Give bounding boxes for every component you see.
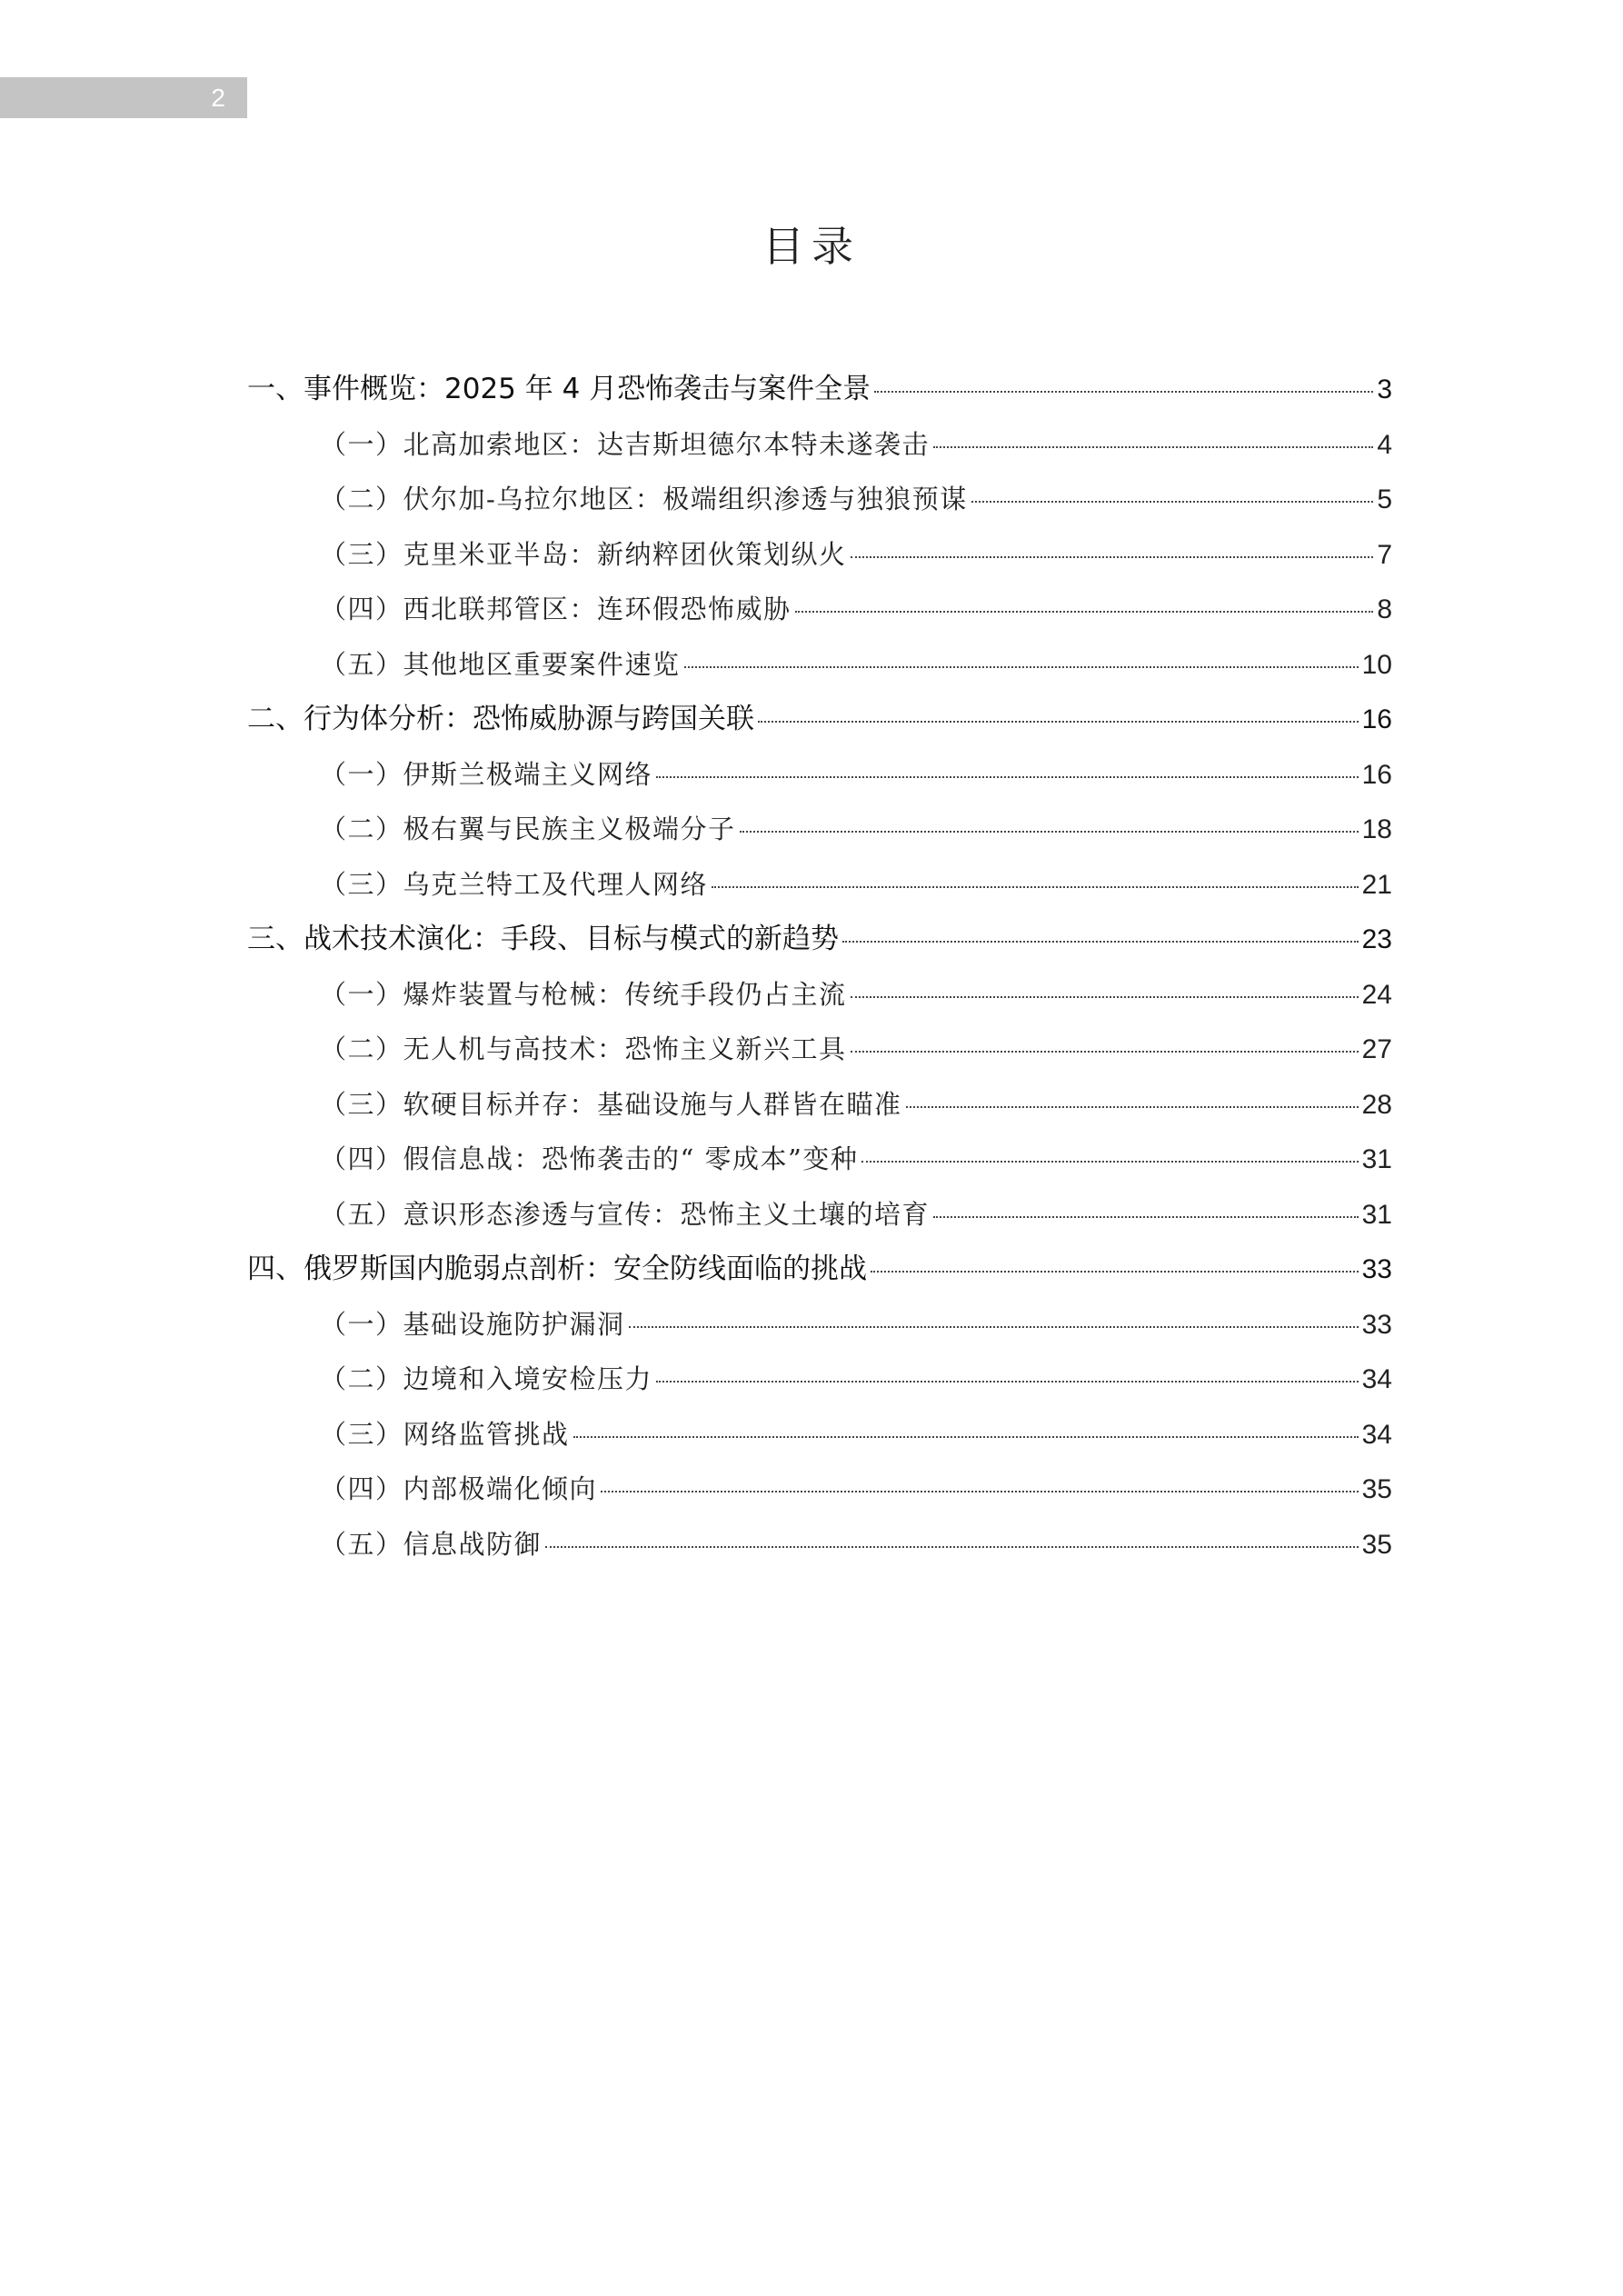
toc-title: 目录 <box>762 222 861 271</box>
toc-page-number: 4 <box>1377 429 1392 460</box>
dot-leader <box>656 1381 1359 1383</box>
toc-section-entry[interactable] <box>247 1517 1392 1572</box>
toc-page-number: 5 <box>1377 484 1392 514</box>
dot-leader <box>851 1051 1359 1053</box>
dot-leader <box>740 831 1359 833</box>
toc-section-entry[interactable] <box>247 1132 1392 1187</box>
toc-page-number: 34 <box>1361 1419 1392 1450</box>
toc-entry-text: 一、事件概览：2025 年 4 月恐怖袭击与案件全景 <box>247 373 871 405</box>
toc-chapter-entry[interactable] <box>247 692 1392 747</box>
toc-entry-text: （四）假信息战：恐怖袭击的“ 零成本”变种 <box>320 1143 859 1174</box>
toc-chapter-entry[interactable] <box>247 1242 1392 1297</box>
toc-entry-text: （三）乌克兰特工及代理人网络 <box>320 868 709 900</box>
dot-leader <box>795 611 1374 613</box>
toc-section-entry[interactable] <box>247 1187 1392 1243</box>
toc-page-number: 31 <box>1361 1144 1392 1174</box>
dot-leader <box>629 1326 1359 1328</box>
toc-entry-text: 三、战术技术演化：手段、目标与模式的新趋势 <box>247 923 839 955</box>
toc-page-number: 34 <box>1361 1364 1392 1394</box>
toc-entry-text: （三）软硬目标并存：基础设施与人群皆在瞄准 <box>320 1088 902 1120</box>
toc-chapter-entry[interactable] <box>247 362 1392 417</box>
dot-leader <box>871 1271 1359 1273</box>
toc-entry-text: （三）克里米亚半岛：新纳粹团伙策划纵火 <box>320 538 847 570</box>
toc-section-entry[interactable] <box>247 1077 1392 1133</box>
toc-entry-text: （四）内部极端化倾向 <box>320 1473 598 1504</box>
dot-leader <box>573 1436 1359 1438</box>
toc-section-entry[interactable] <box>247 417 1392 473</box>
toc-section-entry[interactable] <box>247 1462 1392 1517</box>
toc-page-number: 7 <box>1377 539 1392 570</box>
dot-leader <box>874 391 1373 393</box>
toc-chapter-entry[interactable] <box>247 912 1392 967</box>
toc-page-number: 3 <box>1377 374 1392 404</box>
dot-leader <box>861 1161 1358 1163</box>
toc-section-entry[interactable] <box>247 1297 1392 1353</box>
toc-section-entry[interactable] <box>247 967 1392 1023</box>
toc-section-entry[interactable] <box>247 582 1392 637</box>
dot-leader <box>906 1106 1359 1108</box>
toc-entry-text: （二）极右翼与民族主义极端分子 <box>320 814 736 844</box>
toc-entry-text: （一）北高加索地区：达吉斯坦德尔本特未遂袭击 <box>320 428 931 460</box>
dot-leader <box>851 556 1374 558</box>
page-number: 2 <box>211 83 225 112</box>
toc-page-number: 23 <box>1361 924 1392 954</box>
toc-entry-text: （二）伏尔加-乌拉尔地区：极端组织渗透与独狼预谋 <box>320 484 968 514</box>
toc-entry-text: （四）西北联邦管区：连环假恐怖威胁 <box>320 594 792 624</box>
table-of-contents <box>247 362 1392 1572</box>
toc-entry-text: 二、行为体分析：恐怖威胁源与跨国关联 <box>247 703 754 735</box>
toc-section-entry[interactable] <box>247 1022 1392 1077</box>
toc-entry-text: （二）边境和入境安检压力 <box>320 1363 653 1394</box>
toc-section-entry[interactable] <box>247 802 1392 857</box>
toc-page-number: 31 <box>1361 1199 1392 1230</box>
toc-entry-text: 四、俄罗斯国内脆弱点剖析：安全防线面临的挑战 <box>247 1253 867 1285</box>
toc-page-number: 10 <box>1361 649 1392 680</box>
dot-leader <box>851 996 1359 998</box>
toc-page-number: 28 <box>1361 1089 1392 1120</box>
toc-entry-text: （五）其他地区重要案件速览 <box>320 648 681 680</box>
dot-leader <box>656 776 1359 778</box>
dot-leader <box>971 501 1374 503</box>
toc-entry-text: （三）网络监管挑战 <box>320 1418 570 1450</box>
dot-leader <box>545 1546 1359 1548</box>
toc-page-number: 35 <box>1361 1529 1392 1560</box>
toc-section-entry[interactable] <box>247 1407 1392 1462</box>
toc-section-entry[interactable] <box>247 1352 1392 1407</box>
page-number-tab <box>0 77 247 118</box>
toc-page-number: 24 <box>1361 979 1392 1010</box>
toc-page-number: 16 <box>1361 759 1392 790</box>
dot-leader <box>842 941 1359 943</box>
toc-entry-text: （二）无人机与高技术：恐怖主义新兴工具 <box>320 1033 847 1064</box>
toc-entry-text: （一）爆炸装置与枪械：传统手段仍占主流 <box>320 978 847 1010</box>
dot-leader <box>933 446 1373 448</box>
dot-leader <box>712 886 1359 888</box>
toc-page-number: 33 <box>1361 1254 1392 1284</box>
toc-page-number: 16 <box>1361 704 1392 734</box>
toc-section-entry[interactable] <box>247 747 1392 803</box>
toc-page-number: 35 <box>1361 1474 1392 1504</box>
toc-section-entry[interactable] <box>247 637 1392 693</box>
toc-entry-text: （一）基础设施防护漏洞 <box>320 1308 625 1340</box>
toc-entry-text: （五）意识形态渗透与宣传：恐怖主义土壤的培育 <box>320 1198 931 1230</box>
toc-entry-text: （一）伊斯兰极端主义网络 <box>320 758 653 790</box>
dot-leader <box>933 1216 1359 1218</box>
toc-page-number: 27 <box>1361 1034 1392 1064</box>
toc-page-number: 8 <box>1377 594 1392 624</box>
toc-section-entry[interactable] <box>247 857 1392 913</box>
dot-leader <box>601 1491 1359 1492</box>
toc-page-number: 33 <box>1361 1309 1392 1340</box>
toc-entry-text: （五）信息战防御 <box>320 1528 543 1560</box>
toc-section-entry[interactable] <box>247 472 1392 527</box>
dot-leader <box>758 721 1359 723</box>
toc-section-entry[interactable] <box>247 527 1392 583</box>
toc-page-number: 21 <box>1361 869 1392 900</box>
dot-leader <box>684 666 1359 668</box>
toc-page-number: 18 <box>1361 814 1392 844</box>
